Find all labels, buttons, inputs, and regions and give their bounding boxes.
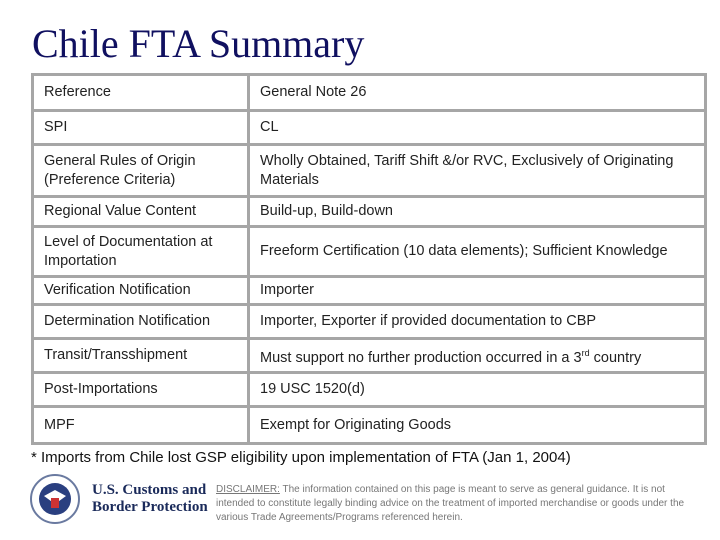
row-label: SPI xyxy=(33,111,249,145)
disclaimer xyxy=(216,483,706,525)
row-value-text: Importer xyxy=(260,282,314,298)
table-row xyxy=(33,305,706,339)
table-row xyxy=(33,111,706,145)
row-label: Regional Value Content xyxy=(33,197,249,227)
row-value xyxy=(249,227,706,277)
row-label: MPF xyxy=(33,407,249,444)
row-value xyxy=(249,145,706,197)
row-value xyxy=(249,407,706,444)
row-label: Verification Notification xyxy=(33,277,249,305)
logo-line1: U.S. Customs and xyxy=(92,482,207,498)
row-value-text: Build-up, Build-down xyxy=(260,203,393,219)
row-value xyxy=(249,197,706,227)
row-label: Post-Importations xyxy=(33,373,249,407)
disclaimer-text: The information contained on this page is meant to serve as general guidance. It is not intended to constitute legally binding advice on the treatment of imported merchandise or goods under the various Trade Agreements/Programs referenced herein. xyxy=(216,484,685,523)
row-value xyxy=(249,277,706,305)
row-value-text: Freeform Certification (10 data elements); Sufficient Knowledge xyxy=(260,243,668,259)
row-value-text: Wholly Obtained, Tariff Shift &/or RVC, Exclusively of Originating Materials xyxy=(260,152,674,188)
table-row xyxy=(33,407,706,444)
cbp-logo-text xyxy=(92,482,208,516)
row-value-text: 19 USC 1520(d) xyxy=(260,381,365,397)
row-value xyxy=(249,339,706,373)
table-row xyxy=(33,339,706,373)
row-value-text: CL xyxy=(260,119,279,135)
table-row xyxy=(33,373,706,407)
disclaimer-label: DISCLAIMER: xyxy=(216,484,280,495)
table-row xyxy=(33,227,706,277)
row-label: Determination Notification xyxy=(33,305,249,339)
row-value-tail: country xyxy=(589,349,642,366)
table-row xyxy=(33,75,706,111)
table-row xyxy=(33,145,706,197)
table-row xyxy=(33,277,706,305)
row-label: Level of Documentation at Importation xyxy=(33,227,249,277)
row-label: Transit/Transshipment xyxy=(33,339,249,373)
row-value-text: Importer, Exporter if provided documentation to CBP xyxy=(260,313,597,329)
row-label: Reference xyxy=(33,75,249,111)
row-label: General Rules of Origin (Preference Criteria) xyxy=(33,145,249,197)
row-value xyxy=(249,75,706,111)
footnote: * Imports from Chile lost GSP eligibility upon implementation of FTA (Jan 1, 2004) xyxy=(31,449,571,466)
row-value xyxy=(249,111,706,145)
page-title: Chile FTA Summary xyxy=(32,21,365,66)
row-value xyxy=(249,373,706,407)
row-value-text: General Note 26 xyxy=(260,84,367,100)
row-value-text: Must support no further production occurred in a 3 xyxy=(260,349,582,366)
dhs-seal-icon xyxy=(30,474,80,524)
superscript: rd xyxy=(581,347,590,358)
logo-line2: Border Protection xyxy=(92,499,208,515)
row-value-text: Exempt for Originating Goods xyxy=(260,416,452,433)
row-value xyxy=(249,305,706,339)
table-row xyxy=(33,197,706,227)
fta-summary-table xyxy=(31,73,707,445)
